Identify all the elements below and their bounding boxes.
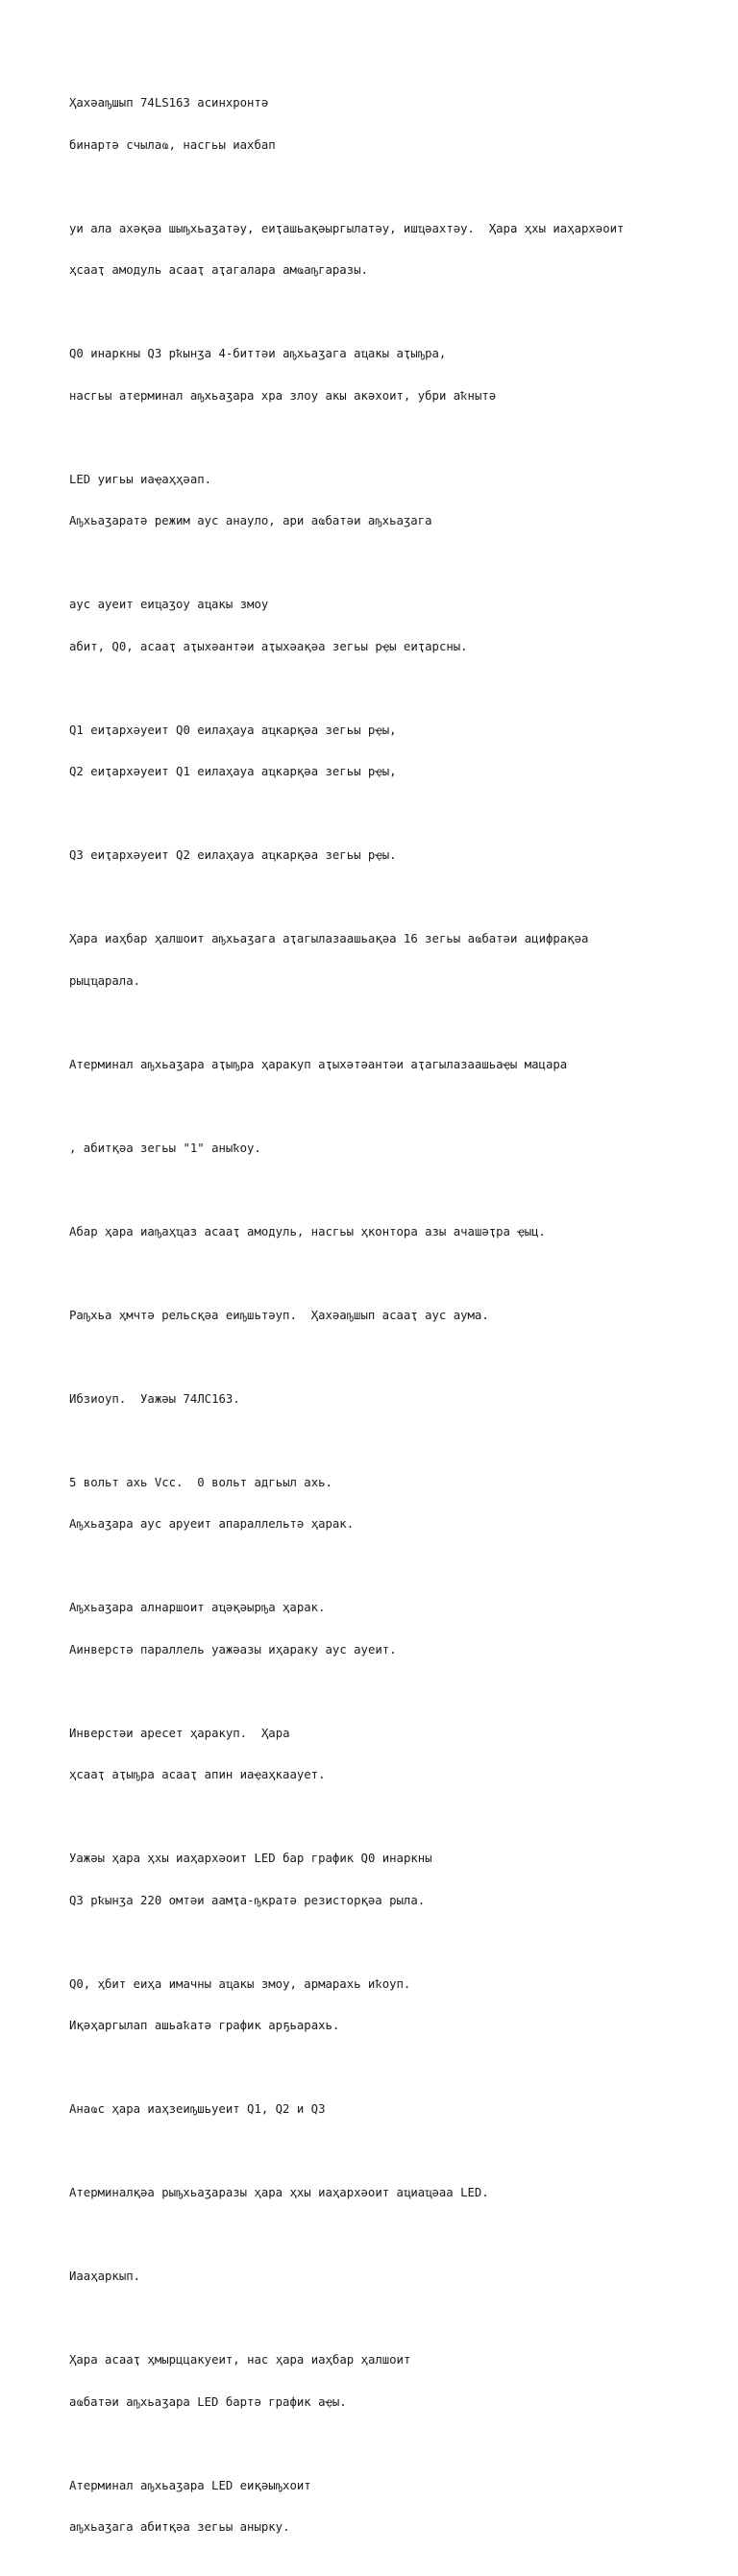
text-line: Q3 рҟынӡа 220 омтәи аамҭа-ҧкратә резисторқәа рыла. xyxy=(69,1893,426,1907)
paragraph xyxy=(69,2242,703,2312)
text-line: Ибзиоуп. Уажәы 74ЛС163. xyxy=(69,1391,240,1406)
text-line: Аинверстә параллель уажәазы иҳараку аус ауеит. xyxy=(69,1642,397,1656)
text-line: аҧхьаӡага абитқәа зегьы анырку. xyxy=(69,2520,290,2534)
text-line: Иқәҳаргылап ашьаҟатә график арҕьарахь. xyxy=(69,2019,340,2032)
paragraph xyxy=(69,1950,703,2061)
text-line: Атерминал аҧхьаӡара аҭыҧра ҳаракуп аҭыхәтәантәи аҭагылазаашьаҿы мацара xyxy=(69,1057,568,1071)
paragraph xyxy=(69,904,703,1016)
text-line: Q0 инаркны Q3 рҟынӡа 4-биттәи аҧхьаӡага аҵакы аҭыҧра, xyxy=(69,347,447,360)
paragraph xyxy=(69,445,703,556)
paragraph xyxy=(69,1824,703,1935)
text-line: Q3 еиҭархәуеит Q2 еилаҳауа аҵкарқәа зегьы рҿы. xyxy=(69,848,397,862)
paragraph xyxy=(69,1114,703,1184)
paragraph xyxy=(69,1030,703,1100)
paragraph xyxy=(69,194,703,306)
text-line: бинартә счылаҩ, насгьы иахбап xyxy=(69,137,276,152)
text-line: Аҧхьаӡаратә режим аус анауло, ари аҩбатәи аҧхьаӡага xyxy=(69,514,432,527)
paragraph xyxy=(69,1281,703,1351)
text-line: LED уигьы иаҿаҳҳәап. xyxy=(69,472,212,486)
text-line: Q1 еиҭархәуеит Q0 еилаҳауа аҵкарқәа зегьы рҿы, xyxy=(69,723,397,737)
paragraph xyxy=(69,1364,703,1435)
text-line: Ҳахәаҧшып 74LS163 асинхронтә xyxy=(69,96,269,110)
text-line: Уажәы ҳара ҳхы иаҳархәоит LED бар график Q0 инаркны xyxy=(69,1852,432,1865)
paragraph xyxy=(69,1699,703,1810)
paragraph xyxy=(69,570,703,681)
paragraph xyxy=(69,696,703,807)
text-line: рыцҵарала. xyxy=(69,973,141,988)
text-line: аҩбатәи аҧхьаӡара LED бартә график аҿы. xyxy=(69,2394,347,2409)
text-line: Атерминалқәа рыҧхьаӡаразы ҳара ҳхы иаҳархәоит аҵиаҵәаа LED. xyxy=(69,2186,489,2199)
text-line: насгьы атерминал аҧхьаӡара хра злоу акы акәхоит, убри аҟнытә xyxy=(69,388,497,403)
text-line: Q2 еиҭархәуеит Q1 еилаҳауа аҵкарқәа зегьы рҿы, xyxy=(69,765,397,778)
text-line: 5 вольт ахь Vcc. 0 вольт адгьыл ахь. xyxy=(69,1475,332,1489)
paragraph xyxy=(69,2325,703,2437)
paragraph xyxy=(69,1197,703,1267)
text-line: Аҧхьаӡара аус аруеит апараллельтә ҳарак. xyxy=(69,1517,355,1531)
paragraph xyxy=(69,319,703,430)
paragraph xyxy=(69,2074,703,2145)
paragraph xyxy=(69,1448,703,1559)
text-line: аус ауеит еиҵаӡоу аҵакы змоу xyxy=(69,598,269,611)
text-line: Инверстәи аресет ҳаракуп. Ҳара xyxy=(69,1726,290,1740)
text-line: уи ала ахәқәа шыҧхьаӡатәу, еиҭашьақәыргылатәу, ишҵәахтәу. Ҳара ҳхы иаҳархәоит xyxy=(69,221,625,235)
paragraph xyxy=(69,2158,703,2228)
paragraph xyxy=(69,68,703,180)
text-line: Ҳара асааҭ ҳмырццакуеит, нас ҳара иаҳбар ҳалшоит xyxy=(69,2353,411,2367)
paragraph xyxy=(69,2451,703,2563)
text-line: Атерминал аҧхьаӡара LED еиқәыҧхоит xyxy=(69,2478,311,2492)
text-line: Анаҩс ҳара иаҳзеиҧшьуеит Q1, Q2 и Q3 xyxy=(69,2102,326,2116)
paragraph xyxy=(69,821,703,891)
text-line: Раҧхьа ҳмчтә рельсқәа еиҧшьтәуп. Ҳахәаҧшып асааҭ аус аума. xyxy=(69,1308,489,1322)
text-line: ҳсааҭ амодуль асааҭ аҭагалара амҩаҧгаразы. xyxy=(69,263,368,277)
document-body xyxy=(69,68,703,2576)
text-line: Иааҳаркып. xyxy=(69,2269,141,2283)
text-line: Абар ҳара иаҧаҳҵаз асааҭ амодуль, насгьы ҳконтора азы ачашәҭра ҿыц. xyxy=(69,1224,546,1239)
text-line: ҳсааҭ аҭыҧра асааҭ апин иаҿаҳкааует. xyxy=(69,1768,326,1781)
text-line: Аҧхьаӡара алнаршоит аҵәқәырҧа ҳарак. xyxy=(69,1601,326,1614)
text-line: Q0, ҳбит еиҳа имачны аҵакы змоу, армарахь иҟоуп. xyxy=(69,1976,411,1991)
paragraph xyxy=(69,1573,703,1684)
text-line: абит, Q0, асааҭ аҭыхәантәи аҭыхәақәа зегьы рҿы еиҭарсны. xyxy=(69,639,468,653)
text-line: Ҳара иаҳбар ҳалшоит аҧхьаӡага аҭагылазаашьақәа 16 зегьы аҩбатәи ацифрақәа xyxy=(69,932,589,945)
text-line: , абитқәа зегьы "1" аныҟоу. xyxy=(69,1141,261,1155)
